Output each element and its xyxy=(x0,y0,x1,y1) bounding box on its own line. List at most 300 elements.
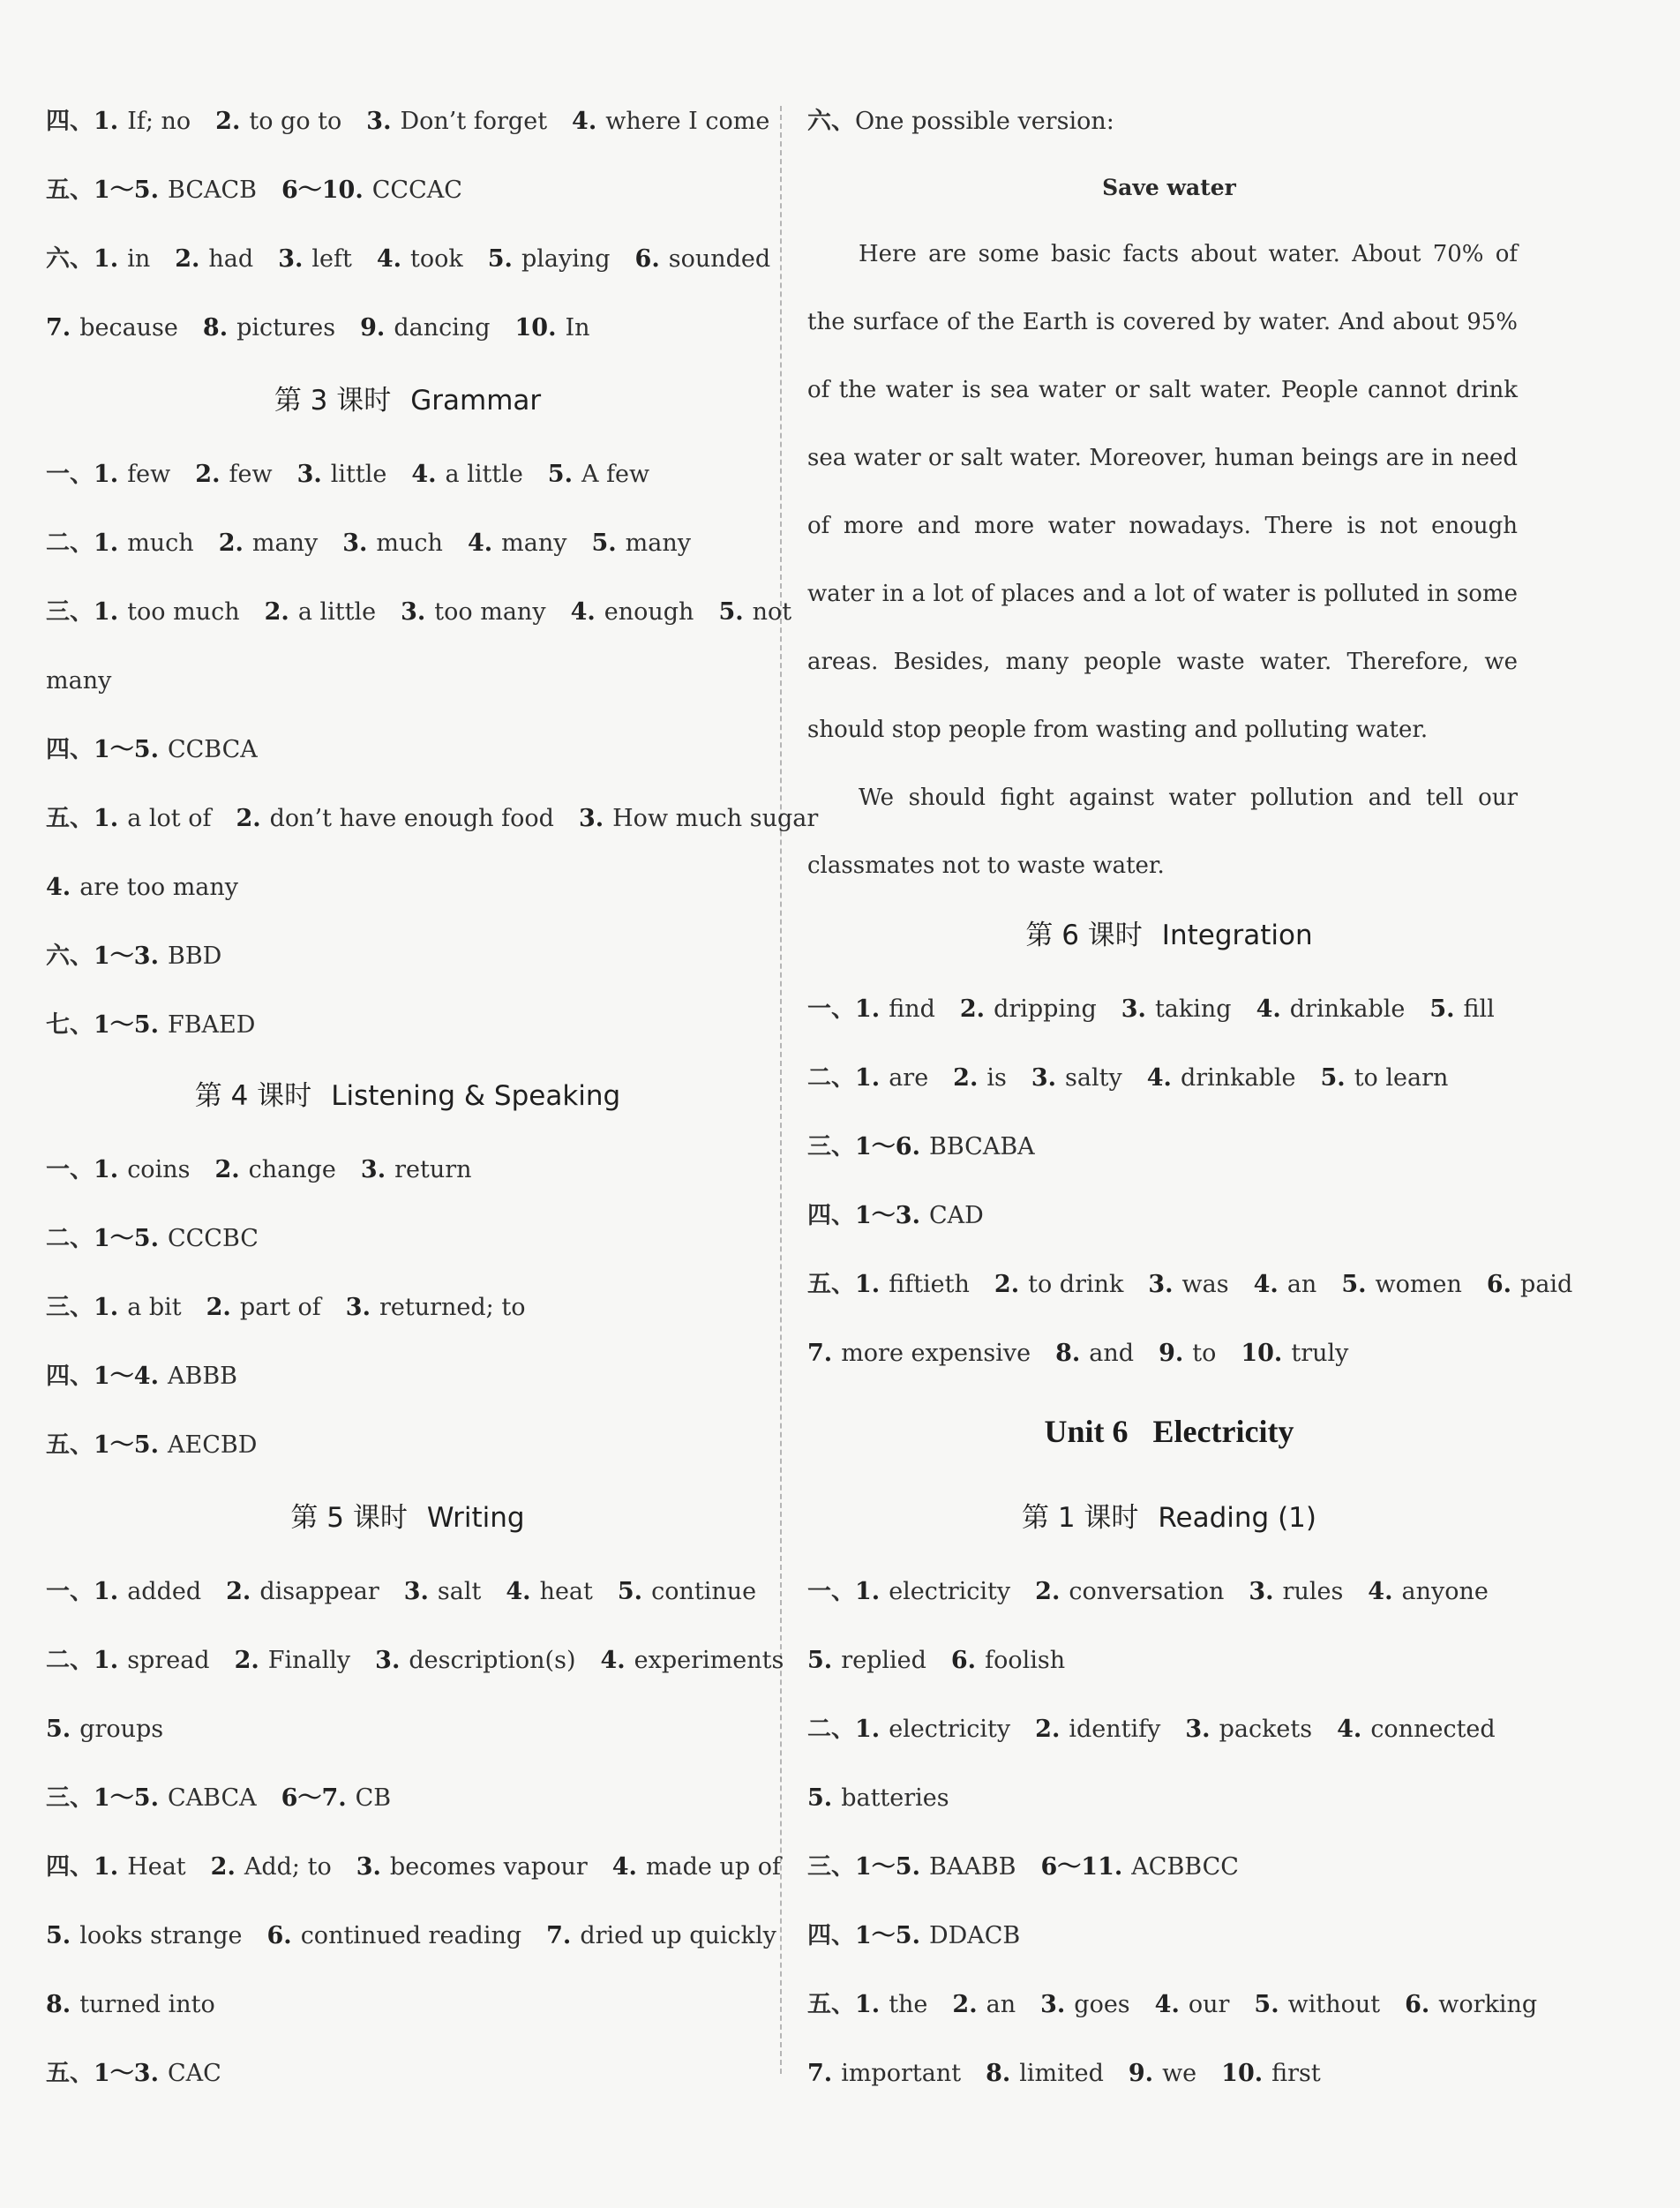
answer-text: we xyxy=(1162,2060,1197,2087)
question-number: 3. xyxy=(278,245,304,273)
answer-text: looks strange xyxy=(79,1922,243,1949)
section-label: 二、 xyxy=(46,1225,94,1252)
answer-line xyxy=(46,1292,550,1324)
answer-text: In xyxy=(565,314,590,342)
answer-text: DDACB xyxy=(928,1922,1021,1949)
lesson-number: 第 3 课时 xyxy=(274,385,392,417)
answer-text: continue xyxy=(651,1578,757,1605)
answer-text: conversation xyxy=(1069,1578,1225,1605)
question-number: 3. xyxy=(1121,995,1146,1023)
question-number: 1. xyxy=(94,598,119,626)
question-number: 4. xyxy=(506,1578,531,1605)
answer-line xyxy=(807,1576,1513,1608)
question-number: 10. xyxy=(1241,1340,1283,1367)
question-number: 2. xyxy=(218,529,244,557)
answer-text: many xyxy=(251,529,319,557)
column-divider xyxy=(780,106,782,2074)
section-label: 四、 xyxy=(807,1202,855,1229)
answer-text: connected xyxy=(1370,1716,1496,1743)
question-number: 1. xyxy=(94,1156,119,1183)
answer-text: identify xyxy=(1069,1716,1161,1743)
answer-line xyxy=(46,1989,240,2021)
question-number: 5. xyxy=(547,461,573,488)
question-number: 7. xyxy=(807,2060,833,2087)
section-label: 四、 xyxy=(46,108,94,135)
question-number: 5. xyxy=(617,1578,643,1605)
question-number: 1～3. xyxy=(94,943,159,970)
answer-text: dancing xyxy=(394,314,491,342)
lesson-title: Writing xyxy=(426,1502,525,1534)
answer-text: How much sugar xyxy=(612,805,819,832)
essay-intro-text: One possible version: xyxy=(855,108,1114,135)
answer-text: in xyxy=(127,245,151,273)
answer-text: drinkable xyxy=(1289,995,1406,1023)
answer-line xyxy=(46,106,794,138)
answer-line xyxy=(46,1920,801,1952)
question-number: 5. xyxy=(807,1647,833,1674)
question-number: 2. xyxy=(234,1647,259,1674)
answer-text: to go to xyxy=(249,108,342,135)
question-number: 2. xyxy=(210,1853,236,1881)
lesson-number: 第 5 课时 xyxy=(290,1502,408,1534)
question-number: 3. xyxy=(1148,1271,1174,1298)
question-number: 1. xyxy=(94,1853,119,1881)
answer-text: find xyxy=(889,995,935,1023)
question-number: 4. xyxy=(1154,1991,1180,2018)
answer-line xyxy=(46,803,843,835)
answer-text: CCBCA xyxy=(167,736,258,763)
section-label: 四、 xyxy=(807,1922,855,1949)
answer-text: A few xyxy=(581,461,650,488)
answer-text: where I come xyxy=(605,108,770,135)
question-number: 1～4. xyxy=(94,1363,159,1390)
question-number: 4. xyxy=(1337,1716,1362,1743)
answer-line xyxy=(46,2058,246,2090)
answer-line xyxy=(807,1063,1473,1094)
answer-line xyxy=(46,1223,283,1255)
answer-text: an xyxy=(986,1991,1016,2018)
answer-text: Don’t forget xyxy=(400,108,548,135)
section-label: 七、 xyxy=(46,1011,94,1039)
question-number: 2. xyxy=(952,1991,978,2018)
question-number: 4. xyxy=(46,874,71,901)
section-label: 五、 xyxy=(46,176,94,204)
answer-text: a little xyxy=(445,461,523,488)
answer-line xyxy=(46,1154,497,1186)
question-number: 1～5. xyxy=(94,736,159,763)
section-label: 六、 xyxy=(46,245,94,273)
unit-title: Electricity xyxy=(1152,1414,1294,1449)
answer-text: dried up quickly xyxy=(580,1922,776,1949)
answer-text: becomes vapour xyxy=(389,1853,588,1881)
question-number: 3. xyxy=(360,1156,386,1183)
answer-text: BCACB xyxy=(167,176,257,204)
question-number: 2. xyxy=(953,1064,979,1092)
answer-text: returned; to xyxy=(379,1294,526,1321)
answer-line xyxy=(807,1920,1045,1952)
question-number: 4. xyxy=(600,1647,626,1674)
essay-paragraph-1: Here are some basic facts about water. About 70% of the surface of the Earth is covered by water. And about 95% of the water is sea water or salt water. People cannot drink sea water or salt water. Moreover, human beings are in need of more and more water nowadays. There is not enough water in a lot of places and a lot of water is polluted in some areas. Besides, many people waste water. Therefore, we should stop people from wasting and polluting water. xyxy=(807,241,1518,743)
answer-text: limited xyxy=(1019,2060,1104,2087)
question-number: 2. xyxy=(175,245,200,273)
answer-text: If; no xyxy=(127,108,191,135)
answer-text: a little xyxy=(297,598,377,626)
essay-paragraph-2: We should fight against water pollution and tell our classmates not to waste water. xyxy=(807,785,1518,879)
answer-text: CAD xyxy=(928,1202,984,1229)
answer-text: return xyxy=(394,1156,472,1183)
answer-text: ACBBCC xyxy=(1131,1853,1239,1881)
question-number: 3. xyxy=(1249,1578,1274,1605)
section-label: 三、 xyxy=(46,1784,94,1812)
question-number: 7. xyxy=(546,1922,572,1949)
question-number: 1. xyxy=(94,1647,119,1674)
question-number: 3. xyxy=(401,598,426,626)
answer-line xyxy=(46,528,716,560)
question-number: 6. xyxy=(950,1647,977,1674)
question-number: 1～5. xyxy=(94,1011,159,1039)
question-number: 8. xyxy=(986,2060,1011,2087)
answer-text: to learn xyxy=(1354,1064,1449,1092)
lesson-heading-5 xyxy=(46,1500,769,1536)
section-label: 六、 xyxy=(807,108,855,135)
question-number: 1. xyxy=(855,1991,881,2018)
answer-text: paid xyxy=(1520,1271,1573,1298)
question-number: 5. xyxy=(807,1784,833,1812)
question-number: 6. xyxy=(1486,1271,1512,1298)
answer-line xyxy=(46,1010,280,1041)
answer-text: added xyxy=(127,1578,202,1605)
answer-line xyxy=(46,597,816,628)
question-number: 1～5. xyxy=(94,1431,159,1459)
answer-text: ABBB xyxy=(167,1363,238,1390)
answer-text: replied xyxy=(841,1647,926,1674)
answer-text: is xyxy=(986,1064,1007,1092)
answer-line xyxy=(46,734,282,766)
answer-line xyxy=(46,175,487,207)
answer-text: foolish xyxy=(985,1647,1066,1674)
essay-title: Save water xyxy=(1102,175,1236,200)
question-number: 1. xyxy=(855,1578,881,1605)
answer-text: took xyxy=(410,245,463,273)
answer-line xyxy=(807,1269,1597,1301)
section-label: 四、 xyxy=(46,736,94,763)
question-number: 1～6. xyxy=(855,1133,920,1160)
answer-line xyxy=(46,1576,781,1608)
question-number: 5. xyxy=(1254,1991,1279,2018)
answer-text: AECBD xyxy=(167,1431,258,1459)
lesson-number: 第 1 课时 xyxy=(1021,1502,1139,1534)
answer-line xyxy=(807,1714,1520,1746)
answer-line xyxy=(46,1851,806,1883)
answer-line xyxy=(46,941,246,973)
answer-text: CCCAC xyxy=(371,176,462,204)
answer-text: many xyxy=(625,529,691,557)
section-label: 二、 xyxy=(807,1716,855,1743)
answer-text: salty xyxy=(1065,1064,1122,1092)
answer-text: an xyxy=(1286,1271,1317,1298)
lesson-number: 第 6 课时 xyxy=(1025,920,1143,951)
answer-text: important xyxy=(841,2060,962,2087)
question-number: 4. xyxy=(611,1853,637,1881)
answer-text: few xyxy=(229,461,273,488)
answer-text: and xyxy=(1089,1340,1135,1367)
lesson-heading-3 xyxy=(46,383,769,418)
question-number: 4. xyxy=(572,108,597,135)
question-number: 1～5. xyxy=(94,176,159,204)
section-label: 二、 xyxy=(46,1647,94,1674)
question-number: 6～7. xyxy=(281,1784,347,1812)
answer-line xyxy=(46,459,674,491)
question-number: 7. xyxy=(46,314,71,342)
answer-text: without xyxy=(1287,1991,1381,2018)
section-label: 五、 xyxy=(46,1431,94,1459)
section-label: 二、 xyxy=(807,1064,855,1092)
question-number: 9. xyxy=(360,314,386,342)
section-label: 三、 xyxy=(807,1133,855,1160)
answer-text: fiftieth xyxy=(889,1271,970,1298)
answer-text: CAC xyxy=(167,2060,221,2087)
answer-line xyxy=(46,1645,808,1677)
section-label: 三、 xyxy=(46,1294,94,1321)
answer-line xyxy=(46,1783,416,1814)
question-number: 3. xyxy=(1031,1064,1057,1092)
question-number: 2. xyxy=(1035,1716,1061,1743)
question-number: 6. xyxy=(1405,1991,1430,2018)
answer-text: more expensive xyxy=(841,1340,1031,1367)
essay-intro-line xyxy=(807,106,1114,138)
question-number: 6～10. xyxy=(281,176,364,204)
answer-text: heat xyxy=(539,1578,593,1605)
answer-text: little xyxy=(330,461,387,488)
question-number: 1～5. xyxy=(94,1784,159,1812)
answer-text: a lot of xyxy=(127,805,212,832)
answer-line xyxy=(807,1783,974,1814)
section-label: 一、 xyxy=(807,995,855,1023)
question-number: 3. xyxy=(366,108,392,135)
answer-text: salt xyxy=(437,1578,482,1605)
answer-text: sounded xyxy=(668,245,771,273)
section-label: 一、 xyxy=(46,1578,94,1605)
question-number: 4. xyxy=(467,529,493,557)
question-number: 1～5. xyxy=(855,1922,920,1949)
answer-text: few xyxy=(127,461,171,488)
answer-text: turned into xyxy=(79,1991,215,2018)
lesson-title: Reading (1) xyxy=(1158,1502,1317,1534)
lesson-title: Listening & Speaking xyxy=(331,1080,621,1112)
answer-text: experiments xyxy=(634,1647,784,1674)
answer-text: to drink xyxy=(1028,1271,1124,1298)
question-number: 3. xyxy=(356,1853,381,1881)
lesson-title: Grammar xyxy=(410,385,542,417)
lesson-heading-1 xyxy=(807,1500,1531,1536)
answer-text: electricity xyxy=(889,1716,1011,1743)
answer-line xyxy=(46,872,263,904)
question-number: 3. xyxy=(296,461,322,488)
question-number: 2. xyxy=(226,1578,251,1605)
question-number: 9. xyxy=(1159,1340,1184,1367)
question-number: 2. xyxy=(236,805,261,832)
question-number: 2. xyxy=(195,461,221,488)
answer-text: goes xyxy=(1074,1991,1130,2018)
answer-text: groups xyxy=(79,1716,164,1743)
answer-text: because xyxy=(79,314,178,342)
answer-line xyxy=(807,1851,1264,1883)
question-number: 5. xyxy=(46,1716,71,1743)
question-number: 2. xyxy=(1035,1578,1061,1605)
answer-text: women xyxy=(1375,1271,1462,1298)
question-number: 2. xyxy=(959,995,986,1023)
answer-text: Heat xyxy=(127,1853,186,1881)
answer-text: coins xyxy=(127,1156,191,1183)
answer-text: playing xyxy=(521,245,611,273)
question-number: 5. xyxy=(46,1922,71,1949)
question-number: 5. xyxy=(718,598,744,626)
answer-text: CCCBC xyxy=(167,1225,259,1252)
answer-line xyxy=(46,1714,188,1746)
answer-text: pictures xyxy=(236,314,336,342)
question-number: 4. xyxy=(1368,1578,1393,1605)
section-label: 一、 xyxy=(807,1578,855,1605)
answer-line xyxy=(807,1338,1373,1370)
lesson-heading-4 xyxy=(46,1078,769,1114)
answer-text: CB xyxy=(355,1784,392,1812)
question-number: 3. xyxy=(375,1647,401,1674)
answer-line xyxy=(807,1645,1090,1677)
answer-line xyxy=(46,1430,281,1461)
answer-text: BAABB xyxy=(928,1853,1016,1881)
question-number: 3. xyxy=(578,805,604,832)
section-label: 四、 xyxy=(46,1363,94,1390)
answer-text: many xyxy=(501,529,567,557)
answer-continuation: many xyxy=(46,667,112,695)
answer-text: truly xyxy=(1291,1340,1349,1367)
answer-text: left xyxy=(311,245,352,273)
answer-line xyxy=(46,312,615,344)
answer-text: drinkable xyxy=(1180,1064,1296,1092)
question-number: 5. xyxy=(1429,995,1455,1023)
section-label: 四、 xyxy=(46,1853,94,1881)
answer-text: anyone xyxy=(1401,1578,1489,1605)
answer-text: BBD xyxy=(167,943,222,970)
answer-text: our xyxy=(1188,1991,1230,2018)
question-number: 5. xyxy=(487,245,513,273)
question-number: 4. xyxy=(1253,1271,1279,1298)
question-number: 7. xyxy=(807,1340,833,1367)
question-number: 1. xyxy=(94,245,119,273)
question-number: 3. xyxy=(345,1294,371,1321)
answer-text: enough xyxy=(604,598,694,626)
question-number: 1～5. xyxy=(855,1853,920,1881)
question-number: 1. xyxy=(94,1578,119,1605)
answer-text: too many xyxy=(434,598,546,626)
answer-text: working xyxy=(1438,1991,1538,2018)
lesson-heading-6 xyxy=(807,918,1531,953)
answer-text: packets xyxy=(1219,1716,1313,1743)
question-number: 6. xyxy=(634,245,660,273)
question-number: 1. xyxy=(94,529,119,557)
section-label: 五、 xyxy=(46,2060,94,2087)
question-number: 6～11. xyxy=(1040,1853,1123,1881)
answer-text: had xyxy=(208,245,254,273)
question-number: 4. xyxy=(570,598,596,626)
section-label: 三、 xyxy=(807,1853,855,1881)
answer-text: the xyxy=(889,1991,928,2018)
answer-text: are xyxy=(889,1064,929,1092)
question-number: 6. xyxy=(266,1922,292,1949)
question-number: 10. xyxy=(1221,2060,1264,2087)
answer-text: disappear xyxy=(259,1578,379,1605)
question-number: 2. xyxy=(264,598,289,626)
question-number: 3. xyxy=(1185,1716,1211,1743)
question-number: 2. xyxy=(214,1156,240,1183)
section-label: 五、 xyxy=(46,805,94,832)
answer-text: taking xyxy=(1154,995,1232,1023)
question-number: 4. xyxy=(1146,1064,1172,1092)
section-label: 一、 xyxy=(46,1156,94,1183)
question-number: 1. xyxy=(94,805,119,832)
answer-line xyxy=(807,1131,1060,1163)
answer-line xyxy=(807,994,1519,1025)
question-number: 4. xyxy=(376,245,402,273)
answer-text: spread xyxy=(127,1647,210,1674)
question-number: 1. xyxy=(855,1064,881,1092)
answer-text: to xyxy=(1192,1340,1217,1367)
answer-text: CABCA xyxy=(167,1784,257,1812)
answer-text: much xyxy=(376,529,443,557)
answer-text: batteries xyxy=(841,1784,949,1812)
question-number: 1. xyxy=(855,1716,881,1743)
unit-number: Unit 6 xyxy=(1044,1414,1129,1449)
answer-text: fill xyxy=(1463,995,1495,1023)
question-number: 9. xyxy=(1128,2060,1154,2087)
question-number: 8. xyxy=(46,1991,71,2018)
question-number: 2. xyxy=(994,1271,1020,1298)
section-label: 三、 xyxy=(46,598,94,626)
question-number: 5. xyxy=(1320,1064,1346,1092)
question-number: 1. xyxy=(94,108,119,135)
question-number: 1. xyxy=(855,1271,881,1298)
answer-text: are too many xyxy=(79,874,239,901)
question-number: 1～5. xyxy=(94,1225,159,1252)
question-number: 1. xyxy=(94,1294,119,1321)
question-number: 4. xyxy=(411,461,437,488)
lesson-title: Integration xyxy=(1161,920,1313,951)
question-number: 2. xyxy=(206,1294,231,1321)
unit-heading xyxy=(807,1412,1531,1451)
question-number: 1. xyxy=(855,995,881,1023)
answer-line xyxy=(46,244,795,275)
answer-text: dripping xyxy=(994,995,1097,1023)
answer-text: Finally xyxy=(267,1647,351,1674)
answer-line xyxy=(807,2058,1346,2090)
answer-line xyxy=(807,1989,1562,2021)
section-label: 一、 xyxy=(46,461,94,488)
question-number: 1～3. xyxy=(855,1202,920,1229)
answer-text: continued reading xyxy=(300,1922,522,1949)
question-number: 4. xyxy=(1256,995,1281,1023)
answer-text: change xyxy=(248,1156,336,1183)
answer-text: first xyxy=(1271,2060,1321,2087)
question-number: 8. xyxy=(202,314,229,342)
answer-text: a bit xyxy=(127,1294,182,1321)
answer-text: FBAED xyxy=(167,1011,256,1039)
section-label: 五、 xyxy=(807,1271,855,1298)
question-number: 1～3. xyxy=(94,2060,159,2087)
section-label: 五、 xyxy=(807,1991,855,2018)
question-number: 3. xyxy=(403,1578,429,1605)
answer-text: not xyxy=(752,598,792,626)
answer-text: was xyxy=(1181,1271,1229,1298)
